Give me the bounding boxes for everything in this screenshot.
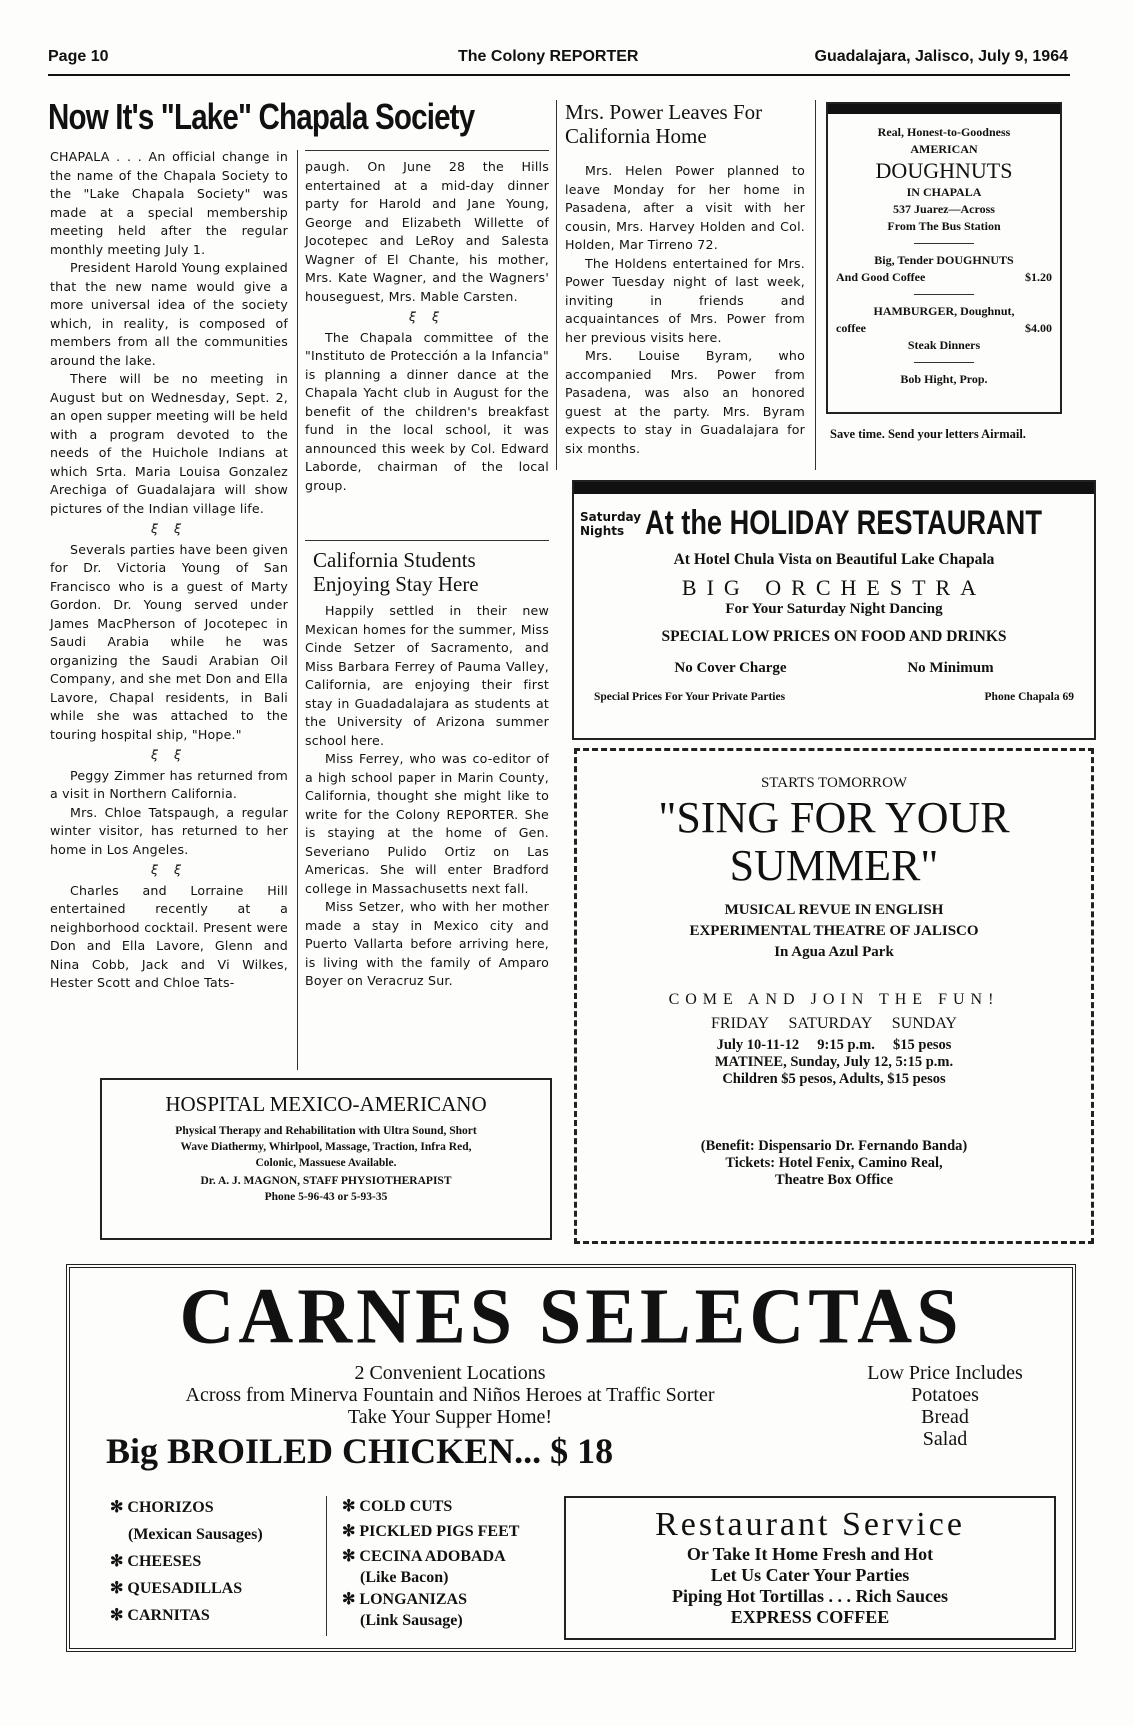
paragraph: The Holdens entertained for Mrs. Power Tuesday night of last week, inviting in friends and acquaintances of Mrs. Power from her previous visits here. bbox=[565, 255, 805, 345]
page-number: Page 10 bbox=[48, 48, 109, 65]
ad-line: Low Price Includes bbox=[867, 1362, 1023, 1384]
ad-line: For Your Saturday Night Dancing bbox=[725, 601, 943, 617]
ad-line: Potatoes bbox=[911, 1384, 979, 1406]
paragraph: Charles and Lorraine Hill entertained recently at a neighborhood cocktail. Present were Don and Ella Lavore, Glenn and Nina Cobb, Jack and Vi Wilkes, Hester Scott and Chloe Tats- bbox=[50, 882, 288, 990]
paragraph: President Harold Young explained that the new name would give a more universal idea of the society which, in reality, is composed of members from all the communities around the lake. bbox=[50, 260, 288, 368]
ad-phone: Phone 5-96-43 or 5-93-35 bbox=[264, 1191, 388, 1203]
menu-item: ✻ CHEESES bbox=[110, 1553, 202, 1570]
paragraph: Happily settled in their new Mexican homes for the summer, Miss Cinde Setzer of Sacramento, and Miss Barbara Ferrey of Pauma Valley, California, are enjoying their first stay in Guadadalajara as students at the University of Arizona summer school here. bbox=[305, 603, 549, 748]
ad-line: In Agua Azul Park bbox=[774, 944, 894, 960]
ad-owner: Bob Hight, Prop. bbox=[900, 372, 988, 386]
paragraph: There will be no meeting in August but on Wednesday, Sept. 2, an open supper meeting will be held with a program devoted to the needs of the Huichole Indians at which Srta. Maria Louisa Gonzalez Arechiga of Guadalajara will show pictures of the Indian village life. bbox=[50, 371, 288, 516]
section-rule bbox=[305, 150, 549, 151]
ad-rule bbox=[914, 362, 974, 363]
ad-line: AMERICAN bbox=[910, 142, 978, 156]
box-office: Theatre Box Office bbox=[774, 1172, 894, 1188]
ad-line: Wave Diathermy, Whirlpool, Massage, Traction, Infra Red, bbox=[180, 1141, 472, 1153]
menu-item: (Mexican Sausages) bbox=[128, 1526, 263, 1543]
menu-item: ✻ COLD CUTS bbox=[342, 1498, 453, 1515]
show-days: FRIDAY SATURDAY SUNDAY bbox=[711, 1015, 957, 1032]
ad-line: From The Bus Station bbox=[887, 219, 1001, 233]
restaurant-service-box bbox=[564, 1496, 1056, 1640]
column-rule bbox=[326, 1496, 327, 1636]
starts-tomorrow: STARTS TOMORROW bbox=[760, 775, 908, 791]
ad-item: And Good Coffee bbox=[836, 270, 926, 284]
paragraph: Mrs. Helen Power planned to leave Monday for her home in Pasadena, after a visit with her cousin, Mrs. Harvey Holden and Col. Holden, Mar Tirreno 72. bbox=[565, 163, 805, 252]
power-article bbox=[565, 162, 805, 458]
newspaper-name: The Colony REPORTER bbox=[458, 48, 639, 65]
ad-price: $4.00 bbox=[1025, 321, 1052, 335]
ad-line: MUSICAL REVUE IN ENGLISH bbox=[724, 902, 944, 918]
ad-line: EXPRESS COFFEE bbox=[730, 1607, 890, 1627]
ad-line: Or Take It Home Fresh and Hot bbox=[686, 1544, 934, 1564]
come-join: COME AND JOIN THE FUN! bbox=[668, 991, 1000, 1008]
holiday-conditions bbox=[574, 660, 1094, 677]
ad-line: Dr. A. J. MAGNON, STAFF PHYSIOTHERAPIST bbox=[200, 1175, 452, 1187]
holiday-restaurant-ad bbox=[572, 480, 1096, 740]
menu-item: ✻ CARNITAS bbox=[110, 1607, 210, 1624]
ad-address: 537 Juarez—Across bbox=[893, 202, 995, 216]
saturday-label: Saturday bbox=[580, 509, 642, 524]
benefit: (Benefit: Dispensario Dr. Fernando Banda) bbox=[700, 1138, 968, 1154]
ad-item: HAMBURGER, Doughnut, bbox=[873, 304, 1015, 318]
paragraph: Mrs. Chloe Tatspaugh, a regular winter visitor, has returned to her home in Los Angeles. bbox=[50, 804, 288, 857]
saturday-nights bbox=[580, 510, 641, 538]
section-separator: ξ ξ bbox=[408, 309, 446, 324]
section-rule bbox=[305, 540, 549, 541]
show-title-line1: "SING FOR YOUR bbox=[658, 793, 1010, 842]
paragraph: Peggy Zimmer has returned from a visit in Northern California. bbox=[50, 767, 288, 801]
section-separator: ξ ξ bbox=[150, 521, 188, 536]
menu-item: (Link Sausage) bbox=[360, 1612, 463, 1629]
paragraph: CHAPALA . . . An official change in the name of the Chapala Society to the "Lake Chapala Society" was made at a special membership meeting held after the regular monthly meeting July 1. bbox=[50, 149, 288, 257]
holiday-title: At the HOLIDAY RESTAURANT bbox=[645, 504, 1043, 542]
ticket-prices: Children $5 pesos, Adults, $15 pesos bbox=[722, 1071, 946, 1087]
airmail-note: Save time. Send your letters Airmail. bbox=[830, 427, 1026, 441]
menu-item: ✻ QUESADILLAS bbox=[110, 1580, 243, 1597]
show-dates: July 10-11-12 9:15 p.m. $15 pesos bbox=[716, 1037, 952, 1053]
matinee: MATINEE, Sunday, July 12, 5:15 p.m. bbox=[714, 1054, 954, 1070]
carnes-selectas-ad bbox=[66, 1264, 1076, 1652]
section-separator: ξ ξ bbox=[150, 862, 188, 877]
menu-item: ✻ CECINA ADOBADA bbox=[342, 1548, 506, 1565]
hospital-title: HOSPITAL MEXICO-AMERICANO bbox=[165, 1092, 487, 1116]
ad-price-row bbox=[828, 269, 1060, 286]
chicken-special: Big BROILED CHICKEN... $ 18 bbox=[106, 1431, 614, 1471]
ad-line: Salad bbox=[922, 1428, 968, 1450]
holiday-title-row bbox=[574, 504, 1094, 543]
ad-line: EXPERIMENTAL THEATRE OF JALISCO bbox=[689, 923, 979, 939]
paragraph: Mrs. Louise Byram, who accompanied Mrs. Power from Pasadena, was also an honored guest at the party. Mrs. Byram expects to stay in Guadalajara for six months. bbox=[565, 348, 805, 456]
ad-line: IN CHAPALA bbox=[906, 185, 982, 199]
lake-article-col1 bbox=[50, 148, 288, 993]
ad-doughnuts-title: DOUGHNUTS bbox=[875, 158, 1013, 183]
ad-rule bbox=[914, 243, 974, 244]
california-headline: California Students Enjoying Stay Here bbox=[313, 548, 479, 596]
ad-line: Across from Minerva Fountain and Niños Heroes at Traffic Sorter bbox=[185, 1384, 715, 1406]
ad-line: Physical Therapy and Rehabilitation with Ultra Sound, Short bbox=[175, 1125, 477, 1137]
ad-line: Piping Hot Tortillas . . . Rich Sauces bbox=[671, 1586, 949, 1606]
menu-item: ✻ LONGANIZAS bbox=[342, 1591, 467, 1608]
ad-price-row bbox=[828, 320, 1060, 337]
ad-line: Colonic, Massuese Available. bbox=[255, 1157, 397, 1169]
holiday-footer bbox=[574, 691, 1094, 703]
ad-line: Real, Honest-to-Goodness bbox=[877, 125, 1011, 139]
orchestra-title: BIG ORCHESTRA bbox=[681, 575, 987, 600]
section-separator: ξ ξ bbox=[150, 747, 188, 762]
ad-top-bar bbox=[828, 104, 1060, 114]
nights-label: Nights bbox=[580, 523, 625, 538]
carnes-title: CARNES SELECTAS bbox=[179, 1271, 963, 1361]
paragraph: The Chapala committee of the "Instituto de Protección a la Infancia" is planning a dinner dance at the Chapala Yacht club in August for the benefit of the children's breakfast fund in the local school, it was announced this week by Col. Edward Laborde, chairman of the local group. bbox=[305, 329, 549, 493]
california-article bbox=[305, 602, 549, 991]
ad-item: coffee bbox=[836, 321, 866, 335]
menu-item: (Like Bacon) bbox=[360, 1569, 449, 1586]
menu-list-left bbox=[110, 1494, 320, 1629]
ad-item: Big, Tender DOUGHNUTS bbox=[874, 253, 1014, 267]
paragraph: Miss Setzer, who with her mother made a stay in Mexico city and Puerto Vallarta before arriving here, is living with the family of Amparo Boyer on Veracruz Sur. bbox=[305, 899, 549, 988]
restaurant-service-title: Restaurant Service bbox=[655, 1506, 965, 1543]
hospital-ad bbox=[100, 1078, 552, 1240]
phone: Phone Chapala 69 bbox=[984, 691, 1074, 703]
no-minimum: No Minimum bbox=[907, 660, 994, 676]
ad-item: Steak Dinners bbox=[907, 338, 981, 352]
lake-article-col2 bbox=[305, 158, 549, 495]
tickets: Tickets: Hotel Fenix, Camino Real, bbox=[725, 1155, 943, 1171]
ad-rule bbox=[914, 294, 974, 295]
column-rule bbox=[297, 150, 298, 1070]
sing-for-your-summer-ad bbox=[574, 748, 1094, 1244]
includes-block bbox=[830, 1362, 1060, 1450]
private-parties: Special Prices For Your Private Parties bbox=[594, 691, 786, 703]
ad-line: SPECIAL LOW PRICES ON FOOD AND DRINKS bbox=[661, 628, 1007, 645]
ad-top-bar bbox=[574, 482, 1094, 494]
no-cover: No Cover Charge bbox=[674, 660, 787, 676]
menu-item: ✻ PICKLED PIGS FEET bbox=[342, 1523, 520, 1540]
locations-block bbox=[90, 1362, 810, 1428]
power-headline: Mrs. Power Leaves For California Home bbox=[565, 100, 763, 148]
ad-line: Bread bbox=[921, 1406, 969, 1428]
column-rule bbox=[556, 100, 557, 470]
page-header bbox=[48, 44, 1070, 76]
paragraph: Severals parties have been given for Dr. Victoria Young of San Francisco who is a guest of Marty Gordon. Dr. Young served under James MacPherson of Jocotepec in Saudi Arabia while he was organizing the Saudi Arabian Oil Company, and she met Don and Ella Lavore, Chapal residents, in Bali while she was attached to the touring hospital ship, "Hope." bbox=[50, 541, 288, 742]
show-title-line2: SUMMER" bbox=[729, 841, 939, 890]
menu-item: ✻ CHORIZOS bbox=[110, 1499, 214, 1516]
paragraph: paugh. On June 28 the Hills entertained at a mid-day dinner party for Harold and Jane Young, George and Elizabeth Willette of Jocotepec and LeRoy and Salesta Wagner of El Chante, his mother, Mrs. Kate Wagner, and the Wagners' houseguest, Mrs. Mable Carsten. bbox=[305, 159, 549, 304]
ad-line: Let Us Cater Your Parties bbox=[710, 1565, 910, 1585]
menu-list-mid bbox=[342, 1494, 542, 1630]
ad-line: 2 Convenient Locations bbox=[354, 1362, 546, 1384]
column-rule bbox=[815, 100, 816, 470]
lake-headline: Now It's "Lake" Chapala Society bbox=[48, 96, 475, 137]
paragraph: Miss Ferrey, who was co-editor of a high school paper in Marin County, California, thought she might like to write for the Colony REPORTER. She is staying at the home of Gen. Severiano Pulido Ortiz on Las Americas. She will enter Bradford college in Massachusetts next fall. bbox=[305, 751, 549, 896]
dateline: Guadalajara, Jalisco, July 9, 1964 bbox=[814, 48, 1068, 65]
ad-line: Take Your Supper Home! bbox=[347, 1406, 553, 1428]
doughnut-ad bbox=[826, 102, 1062, 414]
ad-line: At Hotel Chula Vista on Beautiful Lake Chapala bbox=[673, 551, 995, 568]
ad-price: $1.20 bbox=[1025, 270, 1052, 284]
